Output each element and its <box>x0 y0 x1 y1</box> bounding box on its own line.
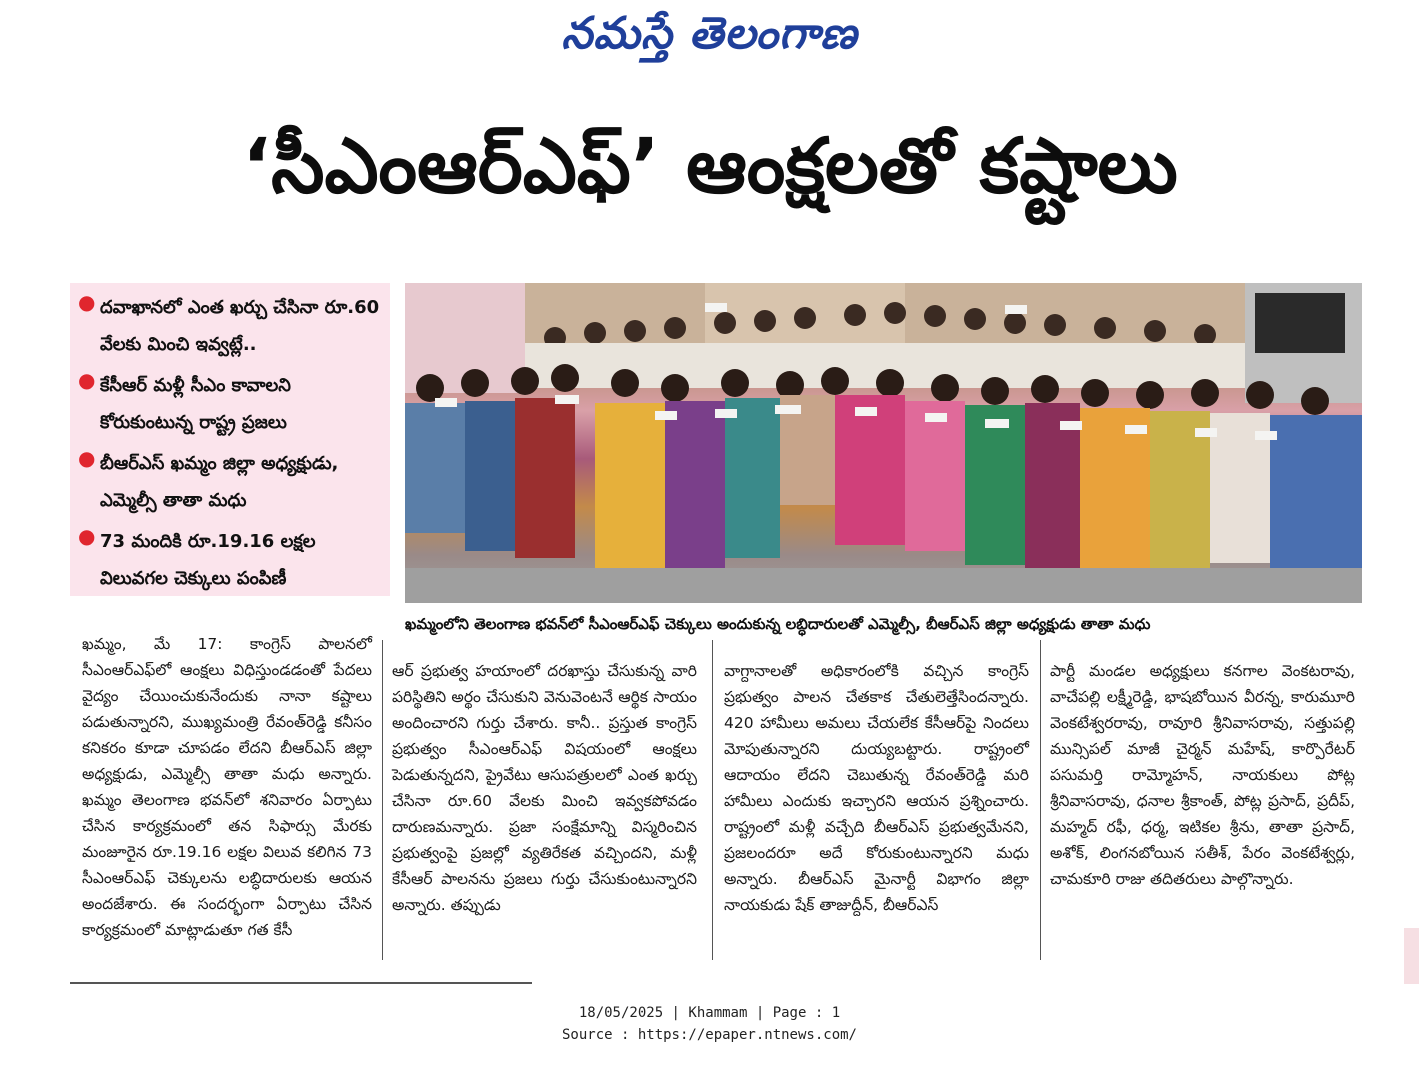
highlight-item <box>78 367 382 441</box>
footer-date-line: 18/05/2025 | Khammam | Page : 1 <box>578 1005 841 1021</box>
news-photo <box>405 283 1362 603</box>
article-column-1 <box>82 631 372 943</box>
bullet-icon: ● <box>78 368 96 392</box>
bullet-icon: ● <box>78 290 96 314</box>
crowd-photo-placeholder <box>405 283 1362 603</box>
highlight-item <box>78 523 382 597</box>
article-text: వాగ్దానాలతో అధికారంలోకి వచ్చిన కాంగ్రెస్ ప్రభుత్వం పాలన చేతకాక చేతులెత్తేసిందన్నారు. 420 హామీలు అమలు చేయలేక కేసీఆర్‌పై నిందలు మోపుతున్నారని దుయ్యబట్టారు. రాష్ట్రంలో ఆదాయం లేదని చెబుతున్న రేవంత్‌రెడ్డి మరి హామీలు ఎందుకు ఇచ్చారని ఆయన ప్రశ్నించారు. రాష్ట్రంలో మళ్లీ వచ్చేది బీఆర్ఎస్ ప్రభుత్వమేనని, ప్రజలందరూ అదే కోరుకుంటున్నారని మధు అన్నారు. బీఆర్ఎస్ మైనార్టీ విభాగం జిల్లా నాయకుడు షేక్ తాజుద్దీన్, బీఆర్ఎస్ <box>724 662 1029 914</box>
article-text: పార్టీ మండల అధ్యక్షులు కనగాల వెంకటరావు, వాచేపల్లి లక్ష్మీరెడ్డి, భాషబోయిన వీరన్న, కారుమూరి వెంకటేశ్వరరావు, రావూరి శ్రీనివాసరావు, సత్తుపల్లి మున్సిపల్ మాజీ చైర్మన్ మహేష్, కార్పొరేటర్ పసుమర్తి రామ్మోహన్, నాయకులు పోట్ల శ్రీనివాసరావు, ధనాల శ్రీకాంత్, పోట్ల ప్రసాద్, ప్రదీప్, మహ్మద్ రఫీ, ధర్మ, ఇటికల శ్రీను, తాతా ప్రసాద్, అశోక్, లింగనబోయిన సతీశ్, పేరం వెంకటేశ్వర్లు, చామకూరి రాజు తదితరులు పాల్గొన్నారు. <box>1050 662 1355 888</box>
column-divider <box>382 640 383 960</box>
highlight-text: కేసీఆర్ మళ్లీ సీఎం కావాలని కోరుకుంటున్న రాష్ట్ర ప్రజలు <box>100 375 291 433</box>
article-text: ఆర్ ప్రభుత్వ హయాంలో దరఖాస్తు చేసుకున్న వారి పరిస్థితిని అర్థం చేసుకుని వెనువెంటనే ఆర్థిక సాయం అందించారని గుర్తు చేశారు. కానీ.. ప్రస్తుత కాంగ్రెస్ ప్రభుత్వం సీఎంఆర్ఎఫ్ విషయంలో ఆంక్షలు పెడుతున్నదని, ప్రైవేటు ఆసుపత్రులలో ఎంత ఖర్చు చేసినా రూ.60 వేలకు మించి ఇవ్వకపోవడం దారుణమన్నారు. ప్రజా సంక్షేమాన్ని విస్మరించిన ప్రభుత్వంపై ప్రజల్లో వ్యతిరేకత వచ్చిందని, మళ్లీ కేసీఆర్ పాలనను ప్రజలు గుర్తు చేసుకుంటున్నారని అన్నారు. తప్పుడు <box>392 662 697 914</box>
article-column-3 <box>724 658 1029 918</box>
highlight-item <box>78 445 382 519</box>
highlight-item <box>78 289 382 363</box>
article-column-2 <box>392 658 697 918</box>
bottom-rule <box>70 982 532 984</box>
masthead-logo: నమస్తే తెలంగాణ <box>561 8 858 59</box>
bullet-icon: ● <box>78 524 96 548</box>
photo-caption: ఖమ్మంలోని తెలంగాణ భవన్‌లో సీఎంఆర్‌ఎఫ్ చెక్కులు అందుకున్న లబ్ధిదారులతో ఎమ్మెల్సీ, బీఆర్ఎస్ జిల్లా అధ్యక్షుడు తాతా మధు <box>405 615 1151 633</box>
footer-source-link[interactable]: Source : https://epaper.ntnews.com/ <box>561 1027 857 1043</box>
highlights-box <box>70 283 390 596</box>
bullet-icon: ● <box>78 446 96 470</box>
highlight-text: బీఆర్ఎస్ ఖమ్మం జిల్లా అధ్యక్షుడు, ఎమ్మెల్సీ తాతా మధు <box>100 453 339 511</box>
highlight-text: 73 మందికి రూ.19.16 లక్షల విలువగల చెక్కులు పంపిణీ <box>100 531 316 589</box>
column-divider <box>1040 640 1041 960</box>
article-text: ఖమ్మం, మే 17: కాంగ్రెస్ పాలనలో సీఎంఆర్ఎఫ్‌లో ఆంక్షలు విధిస్తుండడంతో పేదలు వైద్యం చేయించుకునేందుకు నానా కష్టాలు పడుతున్నారని, ముఖ్యమంత్రి రేవంత్‌రెడ్డి కనీసం కనికరం కూడా చూపడం లేదని బీఆర్ఎస్ జిల్లా అధ్యక్షుడు, ఎమ్మెల్సీ తాతా మధు అన్నారు. ఖమ్మం తెలంగాణ భవన్‌లో శనివారం ఏర్పాటు చేసిన కార్యక్రమంలో తన సిఫార్సు మేరకు మంజూరైన రూ.19.16 లక్షల విలువ కలిగిన 73 సీఎంఆర్ఎఫ్ చెక్కులను లబ్ధిదారులకు ఆయన అందజేశారు. ఈ సందర్భంగా ఏర్పాటు చేసిన కార్యక్రమంలో మాట్లాడుతూ గత కేసీ <box>82 635 372 939</box>
article-column-4 <box>1050 658 1355 892</box>
edge-strip <box>1404 928 1419 984</box>
highlight-text: దవాఖానలో ఎంత ఖర్చు చేసినా రూ.60 వేలకు మించి ఇవ్వట్లే.. <box>100 297 380 355</box>
column-divider <box>712 640 713 960</box>
headline: ‘సీఎంఆర్‌ఎఫ్’ ఆంక్షలతో కష్టాలు <box>242 121 1178 210</box>
